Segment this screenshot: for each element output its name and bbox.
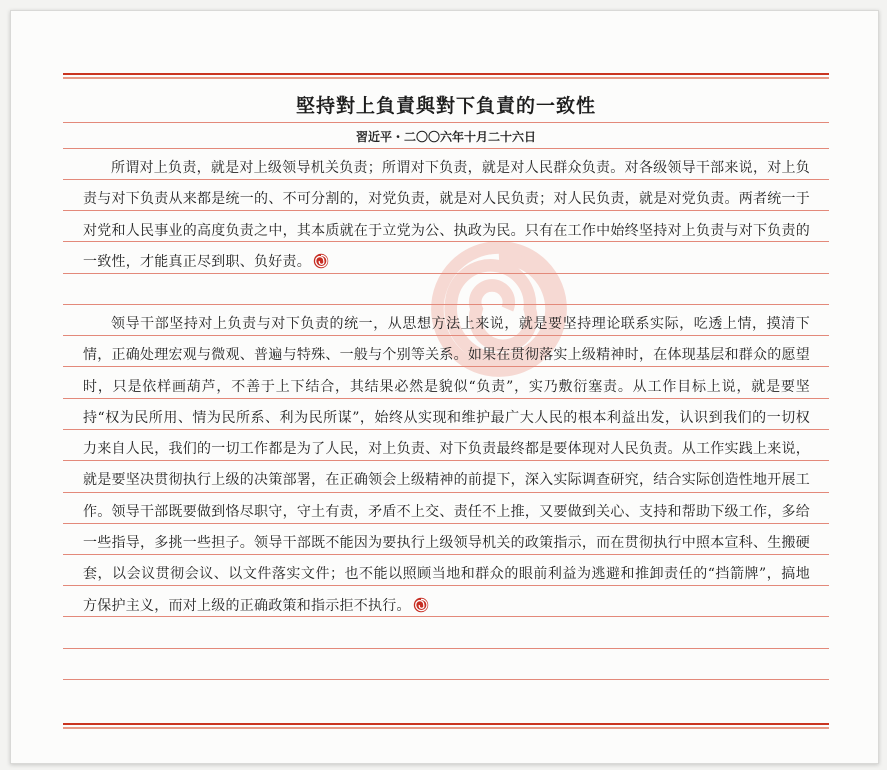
top-rule (63, 73, 829, 79)
paragraph-2-text: 领导干部坚持对上负责与对下负责的统一，从思想方法上来说，就是要坚持理论联系实际，吃透上情，摸清下情，正确处理宏观与微观、普遍与特殊、一般与个别等关系。如果在贯彻落实上级精神时，在体现基层和群众的愿望时，只是依样画葫芦，不善于上下结合，其结果必然是貌似“负责”，实乃敷衍塞责。从工作目标上说，就是要坚持“权为民所用、情为民所系、利为民所谋”，始终从实现和维护最广大人民的根本利益出发，认识到我们的一切权力来自人民，我们的一切工作都是为了人民，对上负责、对下负责最终都是要体现对人民负责。从工作实践上来说，就是要坚决贯彻执行上级的决策部署，在正确领会上级精神的前提下，深入实际调查研究，结合实际创造性地开展工作。领导干部既要做到恪尽职守，守土有责，矛盾不上交、责任不上推，又要做到关心、支持和帮助下级工作，多给一些指导，多挑一些担子。领导干部既不能因为要执行上级领导机关的政策指示，而在贯彻执行中照本宣科、生搬硬套，以会议贯彻会议、以文件落实文件；也不能以照顾当地和群众的眼前利益为逃避和推卸责任的“挡箭牌”，搞地方保护主义，而对上级的正确政策和指示拒不执行。 (83, 316, 810, 614)
document-byline: 習近平・二〇〇六年十月二十六日 (355, 130, 536, 144)
ruled-line (63, 649, 829, 680)
ruled-line (63, 618, 829, 649)
swirl-mark-icon (313, 253, 329, 269)
swirl-mark-icon (413, 597, 429, 613)
bottom-rule (63, 723, 829, 729)
ruled-line (63, 118, 829, 149)
paragraph-1 (83, 153, 810, 278)
document-title: 堅持對上負責與對下負責的一致性 (295, 95, 596, 117)
ruled-line (63, 274, 829, 305)
paragraph-2 (83, 309, 810, 622)
paragraph-1-text: 所谓对上负责，就是对上级领导机关负责；所谓对下负责，就是对人民群众负责。对各级领导干部来说，对上负责与对下负责从来都是统一的、不可分割的，对党负责，就是对人民负责；对人民负责，就是对党负责。两者统一于对党和人民事业的高度负责之中，其本质就在于立党为公、执政为民。只有在工作中始终坚持对上负责与对下负责的一致性，才能真正尽到职、负好责。 (83, 160, 810, 270)
document-page (10, 10, 879, 764)
